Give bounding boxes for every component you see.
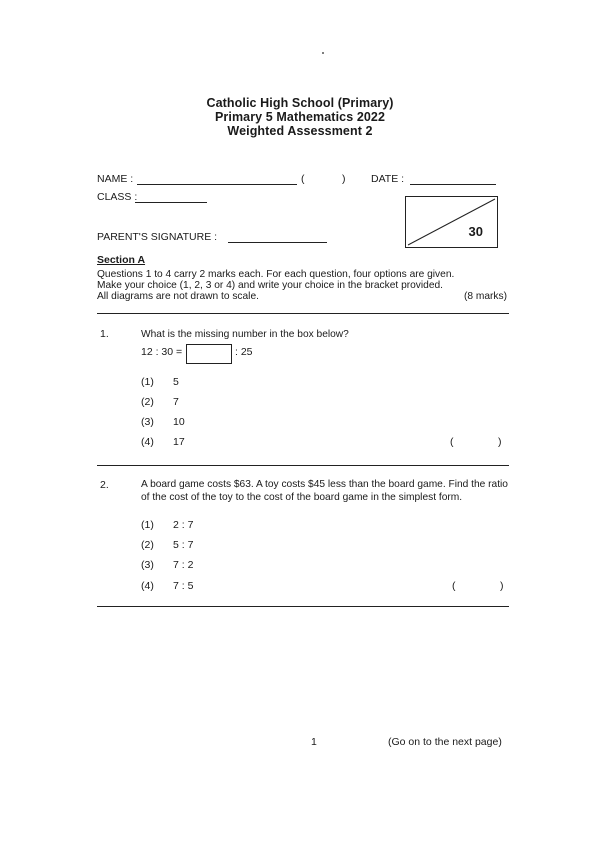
question-2-option[interactable]: (4) 7 : 5: [141, 580, 194, 592]
register-open-paren: (: [301, 173, 305, 185]
title-block: [0, 96, 600, 138]
instruction-line: Make your choice (1, 2, 3 or 4) and write your choice in the bracket provided.: [97, 280, 443, 292]
answer-bracket-close[interactable]: ): [498, 436, 502, 448]
instruction-line: Questions 1 to 4 carry 2 marks each. For each question, four options are given.: [97, 269, 455, 280]
class-label: CLASS :: [97, 191, 138, 203]
question-1-text: What is the missing number in the box below?: [141, 329, 349, 340]
answer-bracket-open[interactable]: (: [450, 436, 454, 448]
scan-speck: [322, 52, 324, 54]
missing-number-box: [186, 344, 232, 364]
question-2-text: A board game costs $63. A toy costs $45 less than the board game. Find the ratio of the cost of the toy to the cost of the board game in the simplest form.: [141, 479, 508, 503]
question-2-option[interactable]: (3) 7 : 2: [141, 559, 194, 571]
name-line[interactable]: [137, 184, 297, 185]
score-total: 30: [468, 224, 483, 239]
continue-note: (Go on to the next page): [388, 736, 502, 748]
class-line[interactable]: [135, 202, 207, 203]
answer-bracket-close[interactable]: ): [500, 580, 504, 592]
question-2-number: 2.: [100, 479, 109, 491]
divider: [97, 465, 509, 466]
register-close-paren: ): [342, 173, 346, 185]
subject-title: Primary 5 Mathematics 2022: [214, 110, 386, 124]
assessment-title: Weighted Assessment 2: [227, 124, 373, 138]
score-diagonal: [406, 197, 497, 247]
section-title: Section A: [97, 254, 146, 266]
question-2-option[interactable]: (1) 2 : 7: [141, 519, 194, 531]
page-number: 1: [311, 736, 317, 748]
name-label: NAME :: [97, 173, 134, 185]
section-instructions: [97, 269, 507, 303]
question-1-option[interactable]: (4) 17: [141, 436, 185, 448]
divider: [97, 606, 509, 607]
signature-line[interactable]: [228, 242, 327, 243]
question-1-number: 1.: [100, 328, 109, 340]
question-1-option[interactable]: (3) 10: [141, 416, 185, 428]
date-line[interactable]: [410, 184, 496, 185]
question-1-equation-right: : 25: [235, 346, 253, 358]
question-1-option[interactable]: (2) 7: [141, 396, 179, 408]
instruction-line: All diagrams are not drawn to scale.: [97, 291, 259, 303]
school-name: Catholic High School (Primary): [206, 96, 394, 110]
section-marks: (8 marks): [463, 291, 507, 303]
divider: [97, 313, 509, 314]
date-label: DATE :: [371, 173, 405, 185]
score-box: [405, 196, 498, 248]
question-2-option[interactable]: (2) 5 : 7: [141, 539, 194, 551]
question-1-equation-left: 12 : 30 =: [141, 346, 183, 358]
question-1-option[interactable]: (1) 5: [141, 376, 179, 388]
signature-label: PARENT'S SIGNATURE :: [97, 231, 218, 243]
answer-bracket-open[interactable]: (: [452, 580, 456, 592]
